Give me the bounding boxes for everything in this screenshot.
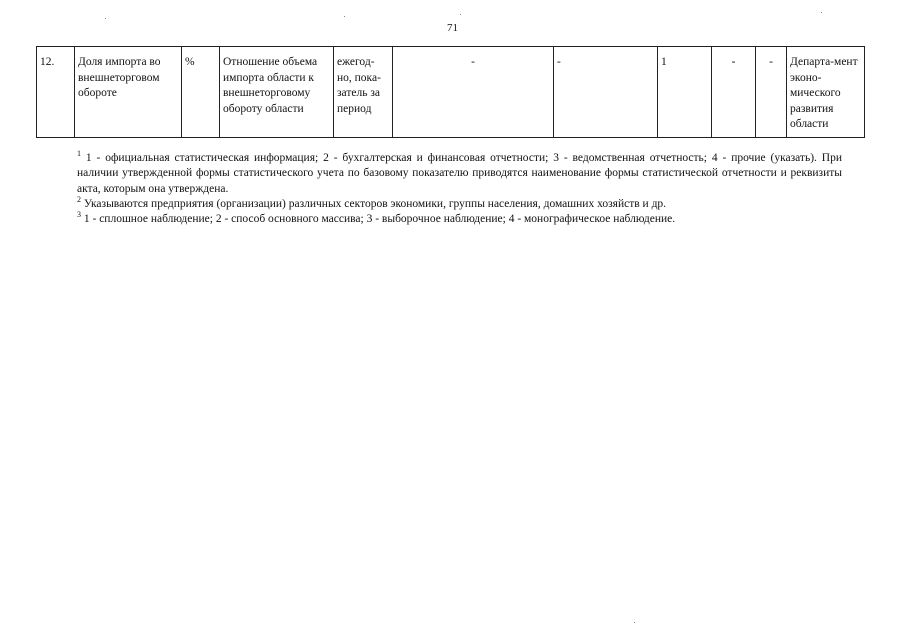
scan-speck [634, 622, 635, 623]
scan-speck [105, 18, 106, 19]
table-row [37, 47, 865, 138]
footnote-mark: 2 [77, 195, 81, 205]
footnote-2 [77, 197, 842, 212]
periodicity-cell: ежегод-но, пока-затель за период [334, 47, 393, 138]
footnote-1 [77, 151, 842, 197]
responsible-cell: Департа-мент эконо-мического развития области [787, 47, 865, 138]
page-number: 71 [447, 22, 458, 34]
definition-cell: Отношение объема импорта области к внешнеторговому обороту области [220, 47, 334, 138]
footnote-3 [77, 212, 842, 227]
unit-cell: % [182, 47, 220, 138]
scan-speck [344, 16, 345, 17]
cell-6: - [393, 47, 554, 138]
footnote-mark: 1 [77, 149, 81, 159]
footnote-text: 1 - официальная статистическая информация; 2 - бухгалтерская и финансовая отчетности; 3 - ведомственная отчетность; 4 - прочие (указать). При наличии утвержденной формы статистического учета по базовому показателю приводятся наименование формы статистической отчетности и реквизиты акта, которым она утверждена. [77, 152, 842, 195]
scan-speck [821, 12, 822, 13]
indicator-table [36, 46, 865, 138]
row-number: 12. [37, 47, 75, 138]
indicator-name: Доля импорта во внешнеторговом обороте [75, 47, 182, 138]
footnote-text: 1 - сплошное наблюдение; 2 - способ основного массива; 3 - выборочное наблюдение; 4 - монографическое наблюдение. [81, 213, 676, 226]
cell-8: 1 [658, 47, 712, 138]
cell-7: - [554, 47, 658, 138]
footnote-mark: 3 [77, 210, 81, 220]
footnotes [77, 151, 842, 227]
scan-speck [460, 14, 461, 15]
cell-10: - [756, 47, 787, 138]
footnote-text: Указываются предприятия (организации) различных секторов экономики, группы населения, домашних хозяйств и др. [81, 197, 667, 210]
cell-9: - [712, 47, 756, 138]
